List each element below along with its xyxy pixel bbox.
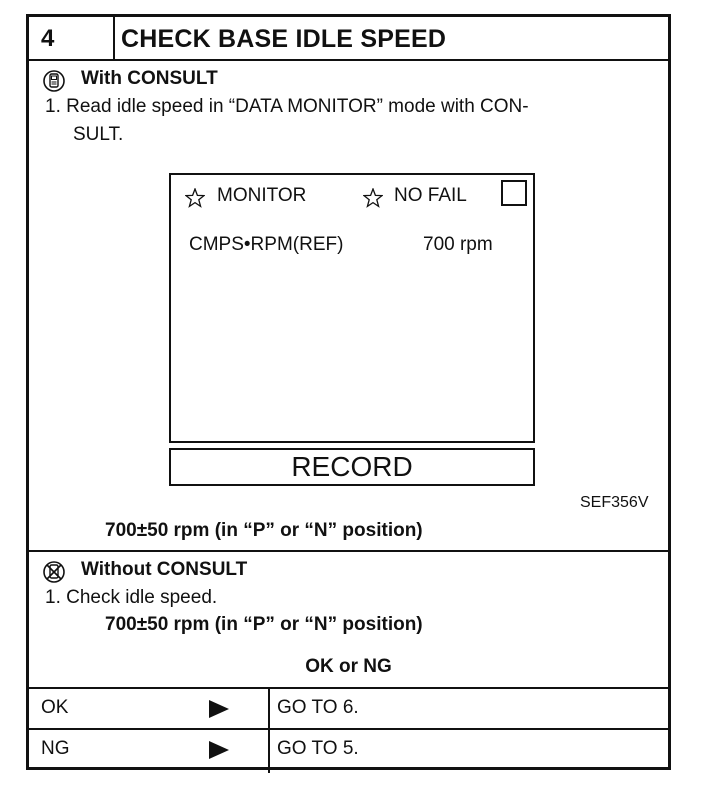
header-divider: [113, 17, 115, 59]
figure-id: SEF356V: [580, 494, 649, 511]
result-column-divider: [268, 687, 270, 773]
result-ng-action: GO TO 5.: [277, 738, 359, 759]
step-title: CHECK BASE IDLE SPEED: [121, 25, 447, 53]
no-fail-label: NO FAIL: [394, 185, 467, 206]
with-consult-instruction-line2: SULT.: [73, 124, 124, 145]
record-button[interactable]: RECORD: [169, 448, 535, 486]
result-rule-mid: [29, 728, 668, 730]
monitor-label: MONITOR: [217, 185, 307, 206]
with-consult-instruction-line1: 1. Read idle speed in “DATA MONITOR” mode with CON-: [45, 96, 529, 117]
result-title: OK or NG: [305, 656, 392, 677]
no-consult-icon: [43, 561, 65, 583]
monitor-item-label: CMPS•RPM(REF): [189, 234, 344, 255]
consult-tool-icon: [43, 70, 65, 92]
without-consult-title: Without CONSULT: [81, 559, 248, 580]
data-monitor-screen: [169, 173, 535, 443]
status-checkbox[interactable]: [501, 180, 527, 206]
with-consult-title: With CONSULT: [81, 68, 218, 89]
header-rule: [29, 59, 668, 61]
with-consult-spec: 700±50 rpm (in “P” or “N” position): [105, 520, 423, 541]
without-consult-spec: 700±50 rpm (in “P” or “N” position): [105, 614, 423, 635]
arrow-right-icon: [209, 700, 229, 718]
step-number: 4: [41, 25, 55, 52]
result-rule-top: [29, 687, 668, 689]
star-icon: [363, 188, 383, 208]
result-ok-action: GO TO 6.: [277, 697, 359, 718]
procedure-box: [26, 14, 671, 770]
arrow-right-icon: [209, 741, 229, 759]
section-rule: [29, 550, 668, 552]
monitor-item-value: 700 rpm: [423, 234, 493, 255]
star-icon: [185, 188, 205, 208]
result-ok: OK: [41, 697, 69, 718]
result-ng: NG: [41, 738, 70, 759]
without-consult-instruction: 1. Check idle speed.: [45, 587, 218, 608]
